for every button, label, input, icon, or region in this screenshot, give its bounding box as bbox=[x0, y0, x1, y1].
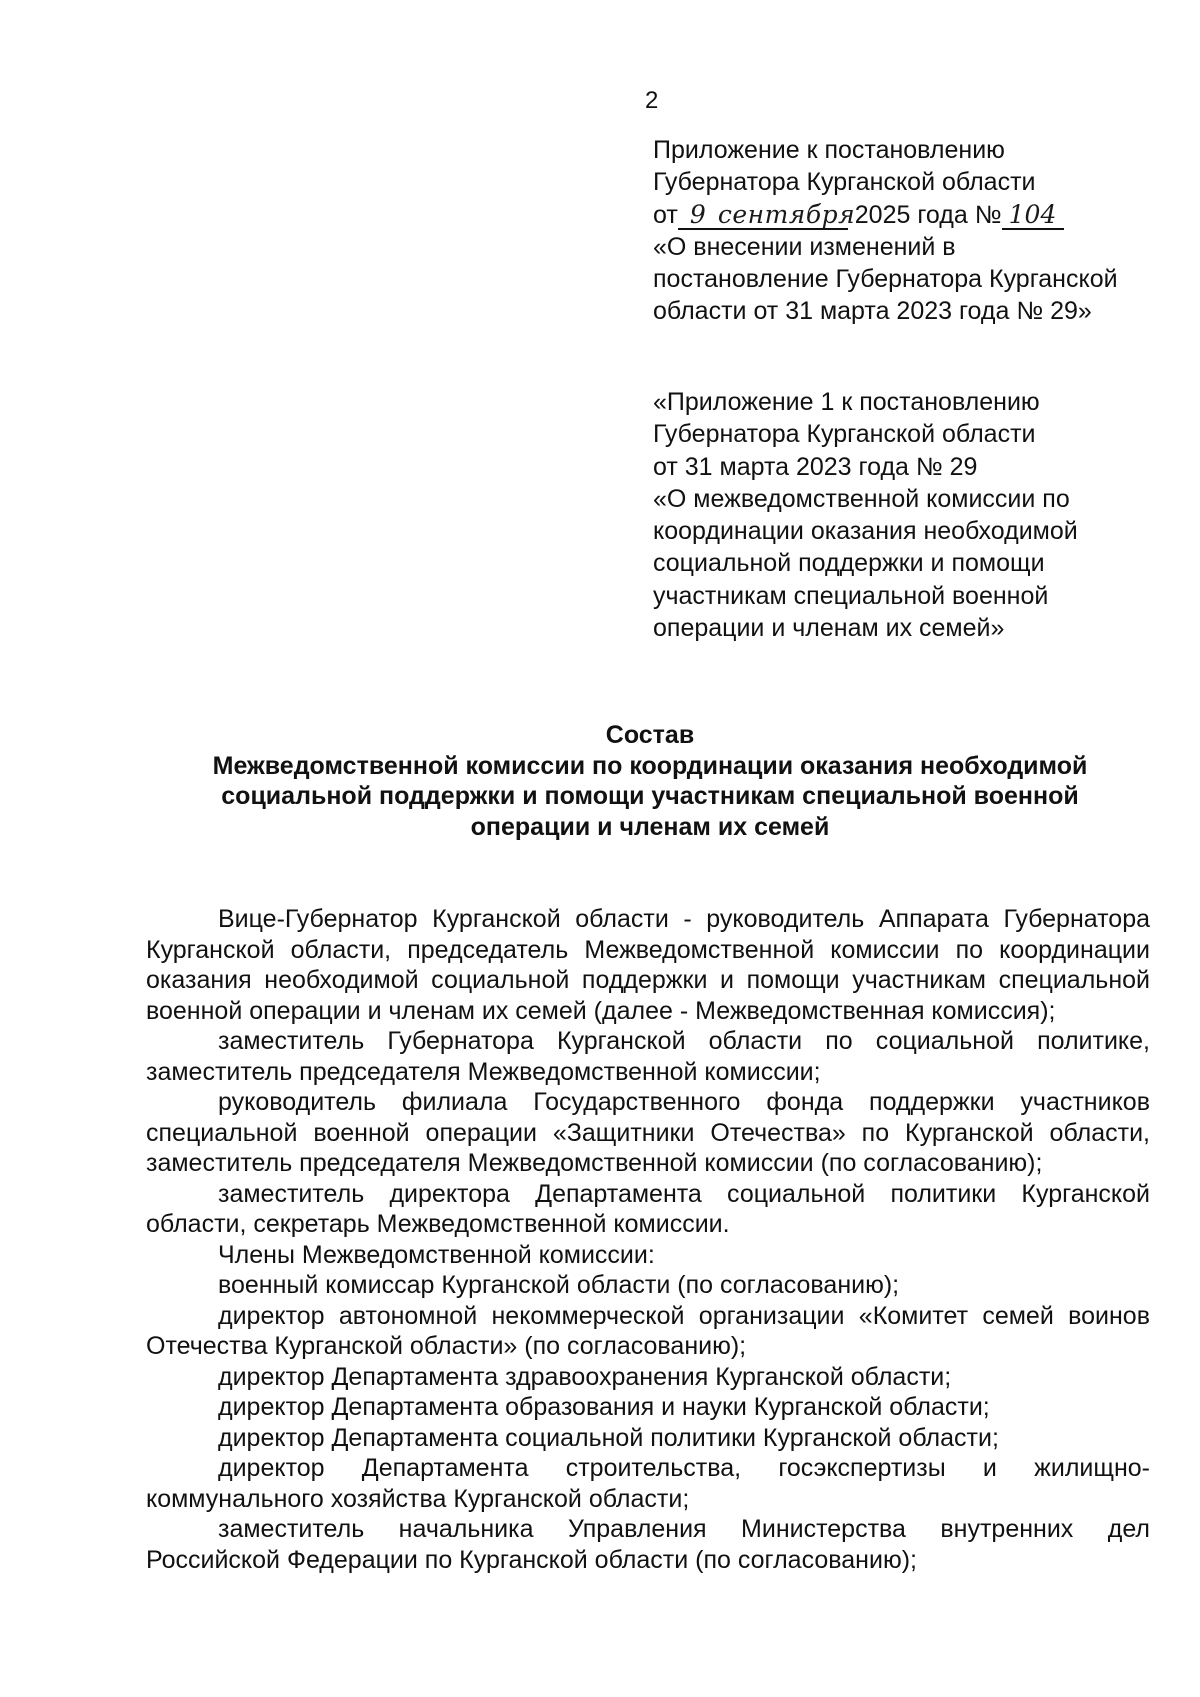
page-number: 2 bbox=[645, 87, 659, 114]
member-paragraph: директор Департамента образования и науки Курганской области; bbox=[218, 1393, 990, 1421]
document-title bbox=[150, 720, 1150, 842]
member-paragraph: заместитель начальника Управления Министерства внутренних дел Российской Федерации по Курганской области (по согласованию); bbox=[146, 1515, 1150, 1574]
member-paragraph: директор Департамента строительства, госэкспертизы и жилищно-коммунального хозяйства Курганской области; bbox=[146, 1454, 1150, 1513]
member-paragraph: директор автономной некоммерческой организации «Комитет семей воинов Отечества Курганской области» (по согласованию); bbox=[146, 1301, 1150, 1360]
attachment-line: области от 31 марта 2023 года № 29» bbox=[653, 297, 1092, 326]
member-paragraph: директор Департамента социальной политики Курганской области; bbox=[218, 1423, 999, 1452]
title-line: Межведомственной комиссии по координации оказания необходимой bbox=[212, 751, 1088, 780]
attachment-line: Губернатора Курганской области bbox=[653, 420, 1036, 449]
member-paragraph: заместитель директора Департамента социальной политики Курганской области, секретарь Межведомственной комиссии. bbox=[146, 1179, 1150, 1238]
attachment-line: «Приложение 1 к постановлению bbox=[653, 388, 1040, 416]
member-paragraph: директор Департамента здравоохранения Курганской области; bbox=[218, 1362, 952, 1391]
attachment-line: «О межведомственной комиссии по bbox=[653, 484, 1070, 513]
attachment-header bbox=[653, 134, 1173, 328]
member-paragraph: заместитель Губернатора Курганской области по социальной политике, заместитель председателя Межведомственной комиссии; bbox=[146, 1027, 1150, 1086]
original-attachment-header bbox=[653, 386, 1173, 644]
attachment-line: участникам специальной военной bbox=[653, 581, 1049, 610]
members-heading: Члены Межведомственной комиссии: bbox=[218, 1240, 655, 1269]
date-prefix: от bbox=[653, 200, 678, 229]
member-paragraph: руководитель филиала Государственного фонда поддержки участников специальной военной операции «Защитники Отечества» по Курганской области, заместитель председателя Межведомственной комиссии (по согласованию); bbox=[146, 1088, 1150, 1177]
attachment-date-line bbox=[653, 199, 1173, 231]
member-paragraph: Вице-Губернатор Курганской области - руководитель Аппарата Губернатора Курганской области, председатель Межведомственной комиссии по координации оказания необходимой социальной поддержки и помощи участникам специальной военной операции и членам их семей (далее - Межведомственная комиссия); bbox=[146, 905, 1150, 1025]
date-year: 2025 года № bbox=[854, 200, 1002, 229]
attachment-line: Губернатора Курганской области bbox=[653, 168, 1036, 197]
title-line: Состав bbox=[605, 721, 695, 749]
commission-members-list bbox=[146, 904, 1150, 1575]
attachment-line: от 31 марта 2023 года № 29 bbox=[653, 452, 978, 481]
member-paragraph: военный комиссар Курганской области (по согласованию); bbox=[218, 1271, 900, 1299]
handwritten-day: 9 bbox=[678, 202, 718, 230]
attachment-line: координации оказания необходимой bbox=[653, 517, 1078, 546]
handwritten-month: сентября bbox=[717, 199, 856, 229]
attachment-line: постановление Губернатора Курганской bbox=[653, 265, 1118, 294]
title-line: операции и членам их семей bbox=[470, 812, 830, 841]
attachment-line: операции и членам их семей» bbox=[653, 614, 1005, 643]
title-line: социальной поддержки и помощи участникам специальной военной bbox=[221, 782, 1079, 810]
attachment-line: Приложение к постановлению bbox=[653, 136, 1005, 164]
attachment-line: социальной поддержки и помощи bbox=[653, 549, 1045, 578]
attachment-line: «О внесении изменений в bbox=[653, 232, 956, 261]
handwritten-decree-number: 104 bbox=[1002, 202, 1064, 230]
